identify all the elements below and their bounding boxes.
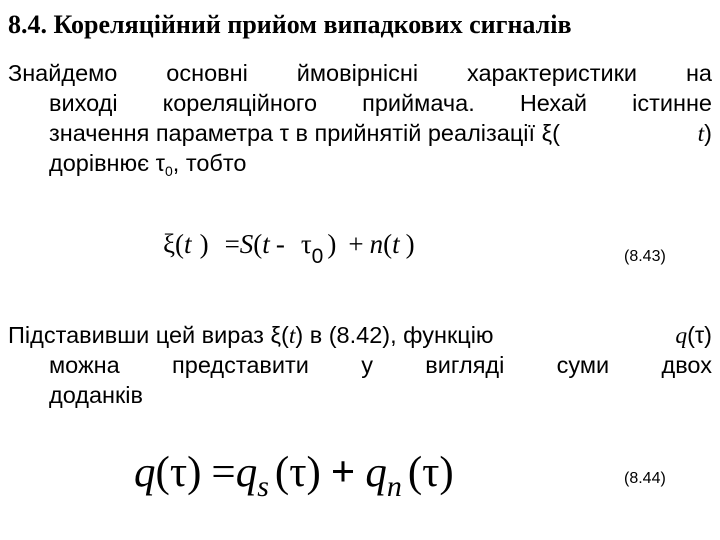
text-run: значення параметра τ в прийнятій реалізації ξ(	[49, 120, 560, 146]
argument-tau: (τ)	[155, 449, 202, 496]
paragraph-1-line-4	[8, 148, 712, 178]
section-title: 8.4. Кореляційний прийом випадкових сигналів	[8, 10, 572, 39]
text-run	[675, 320, 712, 350]
variable-q: q	[365, 449, 387, 496]
text-run: ) в (8.42), функцію	[295, 322, 494, 348]
text-run: )	[704, 120, 712, 146]
paragraph-2	[8, 320, 712, 410]
paragraph-1-line-1: Знайдемо основні ймовірнісні характеристики на	[8, 60, 712, 86]
text-run: (τ)	[687, 322, 712, 348]
text-run	[698, 118, 712, 148]
text-run: , тобто	[172, 150, 247, 176]
variable-t: t	[697, 121, 705, 147]
plus-sign: +	[348, 229, 364, 259]
text-run: дорівнює τ	[49, 150, 165, 176]
variable-t: t	[262, 229, 270, 259]
argument-tau: (τ)	[407, 449, 454, 496]
paragraph-1	[8, 58, 712, 178]
equals-sign: =	[211, 449, 236, 496]
subscript-n: n	[386, 470, 402, 503]
paren: (	[383, 229, 393, 259]
text-run	[8, 320, 494, 350]
paren: )	[327, 229, 337, 259]
plus-sign: +	[330, 449, 356, 496]
xi-symbol: ξ	[163, 229, 176, 259]
variable-t: t	[184, 229, 192, 259]
paren: (	[253, 229, 263, 259]
subscript-zero: 0	[311, 245, 324, 268]
paren: )	[405, 229, 415, 259]
equation-number-8-43: (8.43)	[624, 248, 666, 265]
paragraph-2-line-2: можна представити у вигляді суми двох	[49, 352, 712, 378]
paragraph-1-line-2: виході кореляційного приймача. Нехай істинне	[49, 90, 712, 116]
paren: )	[199, 229, 209, 259]
paragraph-2-line-1	[8, 320, 712, 350]
variable-S: S	[239, 229, 254, 259]
paren: (	[175, 229, 185, 259]
minus-sign: -	[275, 229, 285, 259]
equation-8-44	[134, 447, 454, 513]
variable-n: n	[369, 229, 384, 259]
variable-q: q	[134, 449, 156, 496]
paragraph-2-line-3: доданків	[49, 382, 144, 408]
tau-symbol: τ	[300, 229, 312, 259]
variable-t: t	[288, 323, 296, 349]
paragraph-1-line-3	[8, 118, 712, 148]
text-run: Підставивши цей вираз ξ(	[8, 322, 289, 348]
argument-tau: (τ)	[274, 449, 321, 496]
variable-q: q	[675, 323, 688, 349]
equation-number-8-44: (8.44)	[624, 470, 666, 487]
variable-q: q	[235, 449, 258, 496]
subscript-s: s	[257, 470, 269, 503]
variable-t: t	[392, 229, 400, 259]
equation-8-43	[163, 224, 415, 277]
equals-sign: =	[224, 229, 240, 259]
subscript-zero: 0	[164, 163, 173, 179]
